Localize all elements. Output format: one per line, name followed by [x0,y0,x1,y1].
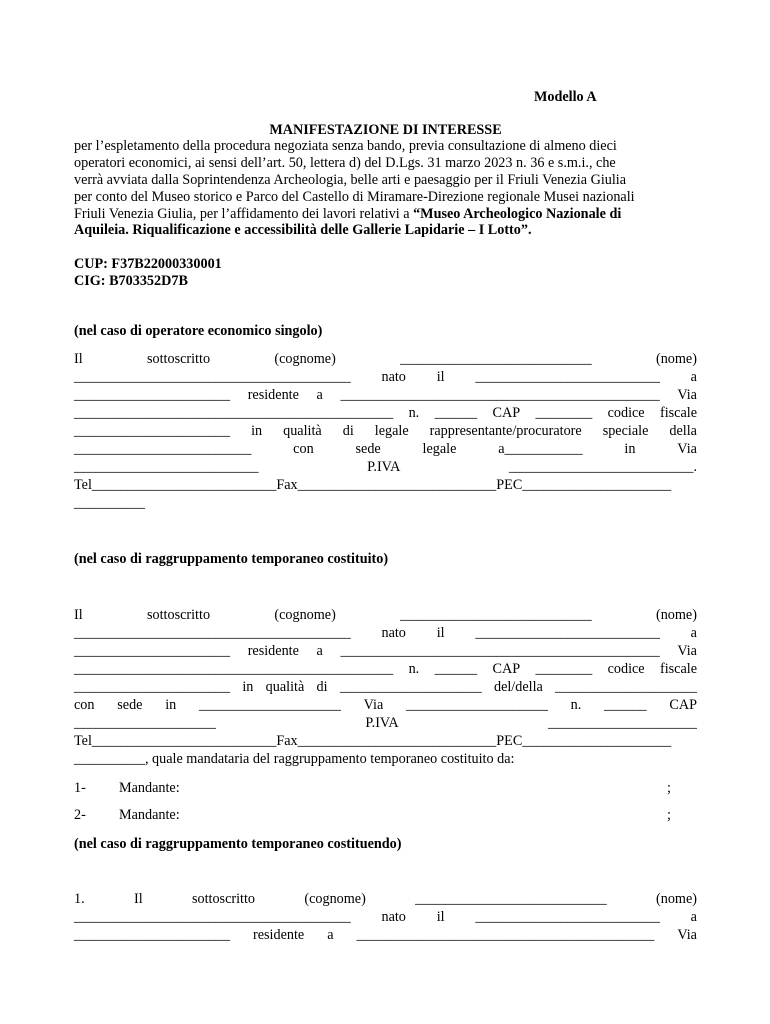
form-word: con [293,441,314,457]
form-word: a [316,387,323,403]
form-word: speciale [602,423,649,439]
form-line [74,624,697,642]
form-word: a [690,369,697,385]
cup-code: CUP: F37B22000330001 [74,256,222,272]
form-word: 1. [74,891,85,907]
form-word: ________ [535,661,593,677]
form-word: (nome) [655,607,697,623]
form-line [74,386,697,404]
form-line [74,404,697,422]
form-word: sottoscritto [146,607,211,623]
form-word: a [690,909,697,925]
intro-line-4: per conto del Museo storico e Parco del Castello di Miramare-Direzione regionale Musei nazionali [74,189,635,205]
form-word: rappresentante/procuratore [429,423,582,439]
form-word: Tel__________________________Fax____________________________PEC_____________________ [74,477,672,493]
form-word: Via [363,697,384,713]
form-word: ___________________________ [400,607,592,623]
form-line [74,750,697,768]
form-word: __________________________ [74,459,259,475]
form-word: _______________________________________ [74,909,351,925]
form-word: nato [381,909,406,925]
form-line [74,494,697,512]
form-word: _____________________________________________ [340,387,660,403]
form-word: n. [570,697,582,713]
form-word: legale [422,441,457,457]
form-word: (cognome) [304,891,366,907]
form-word: ______ [604,697,647,713]
form-word: (cognome) [274,607,336,623]
form-word: in [242,679,254,695]
form-word: qualità [265,679,305,695]
form-word: _____________________________________________ [74,661,394,677]
form-word: ______________________ [74,679,231,695]
mandante-2-label: Mandante: [119,807,180,823]
form-word: ______ [434,405,478,421]
mandante-2-end: ; [667,807,671,823]
form-line [74,458,697,476]
form-word: Via [677,643,697,659]
form-line [74,476,697,494]
form-word: _____________________________________________ [74,405,394,421]
form-word: ___________________________ [415,891,607,907]
section-heading-costituito: (nel caso di raggruppamento temporaneo costituito) [74,551,389,567]
section-heading-costituendo: (nel caso di raggruppamento temporaneo costituendo) [74,836,402,852]
intro-line-5: Friuli Venezia Giulia, per l’affidamento dei lavori relativi a “Museo Archeologico Nazionale di [74,206,622,222]
form-word: il [436,369,445,385]
form-word: ____________________ [199,697,341,713]
form-word: P.IVA [365,715,399,731]
form-word: qualità [283,423,322,439]
form-word: (cognome) [274,351,336,367]
form-word: Via [677,387,697,403]
form-word: __________________________ [475,625,660,641]
form-word: CAP [669,697,697,713]
form-word: con [74,697,95,713]
form-word: (nome) [655,351,697,367]
form-word: Il [133,891,143,907]
form-line [74,660,697,678]
form-word: __________________________________________ [356,927,655,943]
form-line [74,606,697,624]
form-word: sottoscritto [191,891,256,907]
form-line [74,926,697,944]
form-line [74,890,697,908]
form-word: il [436,625,445,641]
form-word: a___________ [498,441,583,457]
form-word: n. [408,405,420,421]
form-line [74,732,697,750]
form-word: ______________________ [74,423,231,439]
form-word: in [251,423,263,439]
form-word: nato [381,369,406,385]
form-word: a [316,643,323,659]
form-word: ______ [434,661,478,677]
form-word: _______________________________________ [74,625,351,641]
form-word: CAP [492,661,521,677]
form-word: a [690,625,697,641]
form-word: il [436,909,445,925]
form-word: Via [677,441,697,457]
mandante-1-label: Mandante: [119,780,180,796]
form-word: P.IVA [367,459,401,475]
form-word: di [316,679,328,695]
form-word: Via [677,927,697,943]
form-word: ____________________ [339,679,482,695]
form-line [74,350,697,368]
form-word: a [327,927,334,943]
intro-line-2: operatori economici, ai sensi dell’art. 50, lettera d) del D.Lgs. 31 marzo 2023 n. 36 e s.m.i., che [74,155,616,171]
form-word: Il [74,351,83,367]
cig-code: CIG: B703352D7B [74,273,188,289]
form-word: ______________________ [74,927,231,943]
form-line [74,908,697,926]
form-word: CAP [492,405,521,421]
form-word: in [165,697,177,713]
intro-project-title: Aquileia. Riqualificazione e accessibilità delle Gallerie Lapidarie – I Lotto”. [74,222,532,238]
form-word: n. [408,661,420,677]
intro-line-3: verrà avviata dalla Soprintendenza Archeologia, belle arti e paesaggio per il Friuli Venezia Giulia [74,172,627,188]
form-word: sede [117,697,143,713]
form-word: in [624,441,636,457]
intro-line-1: per l’espletamento della procedura negoziata senza bando, previa consultazione di almeno dieci [74,138,617,154]
form-line [74,678,697,696]
form-word: _______________________________________ [74,369,351,385]
form-word: __________ [74,495,145,511]
form-word: __________________________ [475,909,660,925]
form-line [74,696,697,714]
model-label: Modello A [534,89,597,105]
form-word: fiscale [659,405,697,421]
form-word: Il [74,607,83,623]
section-heading-singolo: (nel caso di operatore economico singolo) [74,323,323,339]
form-word: ________ [535,405,593,421]
form-word: __________, quale mandataria del raggruppamento temporaneo costituito da: [74,751,515,767]
form-word: codice [607,405,645,421]
form-word: ____________________ [406,697,548,713]
mandante-2-number: 2- [74,807,86,823]
form-word: residente [247,643,299,659]
form-word: _____________________________________________ [340,643,660,659]
form-line [74,714,697,732]
form-line [74,422,697,440]
form-word: ______________________ [74,643,231,659]
form-line [74,642,697,660]
form-word: ___________________________ [400,351,592,367]
form-word: della [669,423,697,439]
form-word: sottoscritto [146,351,211,367]
form-word: __________________________ [475,369,660,385]
form-word: residente [247,387,299,403]
document-title: MANIFESTAZIONE DI INTERESSE [269,122,502,138]
form-word: (nome) [656,891,697,907]
form-word: Tel__________________________Fax____________________________PEC_____________________ [74,733,672,749]
mandante-1-number: 1- [74,780,86,796]
form-word: sede [355,441,381,457]
form-word: __________________________. [509,459,697,475]
form-line [74,368,697,386]
form-word: nato [381,625,406,641]
form-word: _________________________ [74,441,252,457]
form-word: del/della [493,679,543,695]
form-word: codice [607,661,645,677]
form-word: fiscale [659,661,697,677]
mandante-1-end: ; [667,780,671,796]
form-word: ______________________ [74,387,231,403]
form-line [74,440,697,458]
form-word: residente [253,927,305,943]
form-word: legale [374,423,409,439]
form-word: ____________________ [555,679,697,695]
form-word: _____________________ [548,715,697,731]
form-word: di [342,423,354,439]
form-word: ____________________ [74,715,216,731]
